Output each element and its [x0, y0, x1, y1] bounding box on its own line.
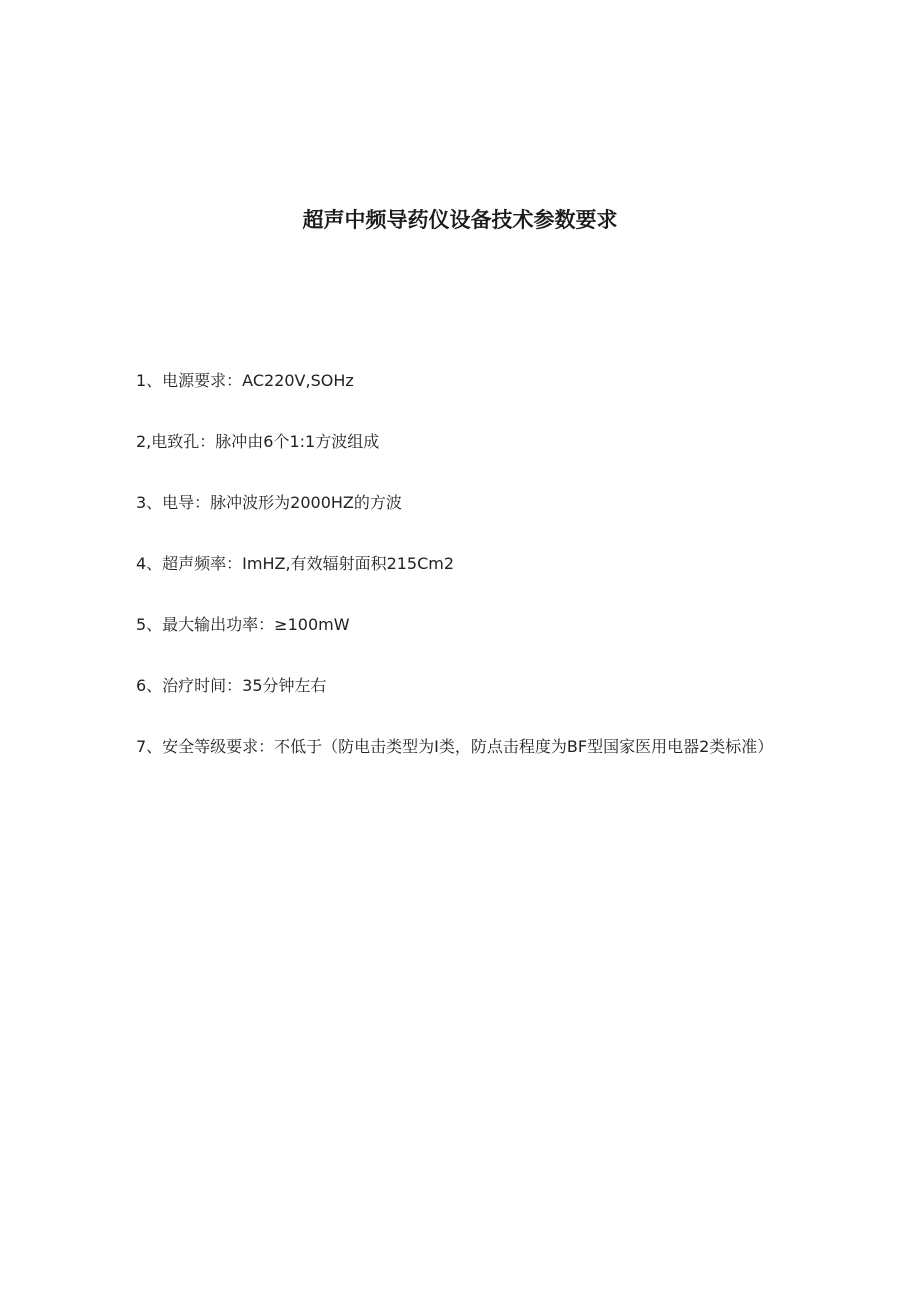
requirement-item-3: 3、电导：脉冲波形为2000HZ的方波	[136, 493, 402, 512]
requirement-item-5: 5、最大输出功率：≥100mW	[136, 615, 350, 634]
requirement-item-7: 7、安全等级要求：不低于（防电击类型为I类，防点击程度为BF型国家医用电器2类标准）	[136, 737, 774, 756]
document-title: 超声中频导药仪设备技术参数要求	[302, 208, 618, 232]
requirements-list	[136, 366, 776, 804]
requirement-item-1: 1、电源要求：AC220V,SOHz	[136, 371, 354, 390]
requirement-item-2: 2,电致孔：脉冲由6个1:1方波组成	[136, 432, 380, 451]
requirement-item-6: 6、治疗时间：35分钟左右	[136, 676, 327, 695]
requirement-item-4: 4、超声频率：ImHZ,有效辐射面积215Cm2	[136, 554, 455, 573]
